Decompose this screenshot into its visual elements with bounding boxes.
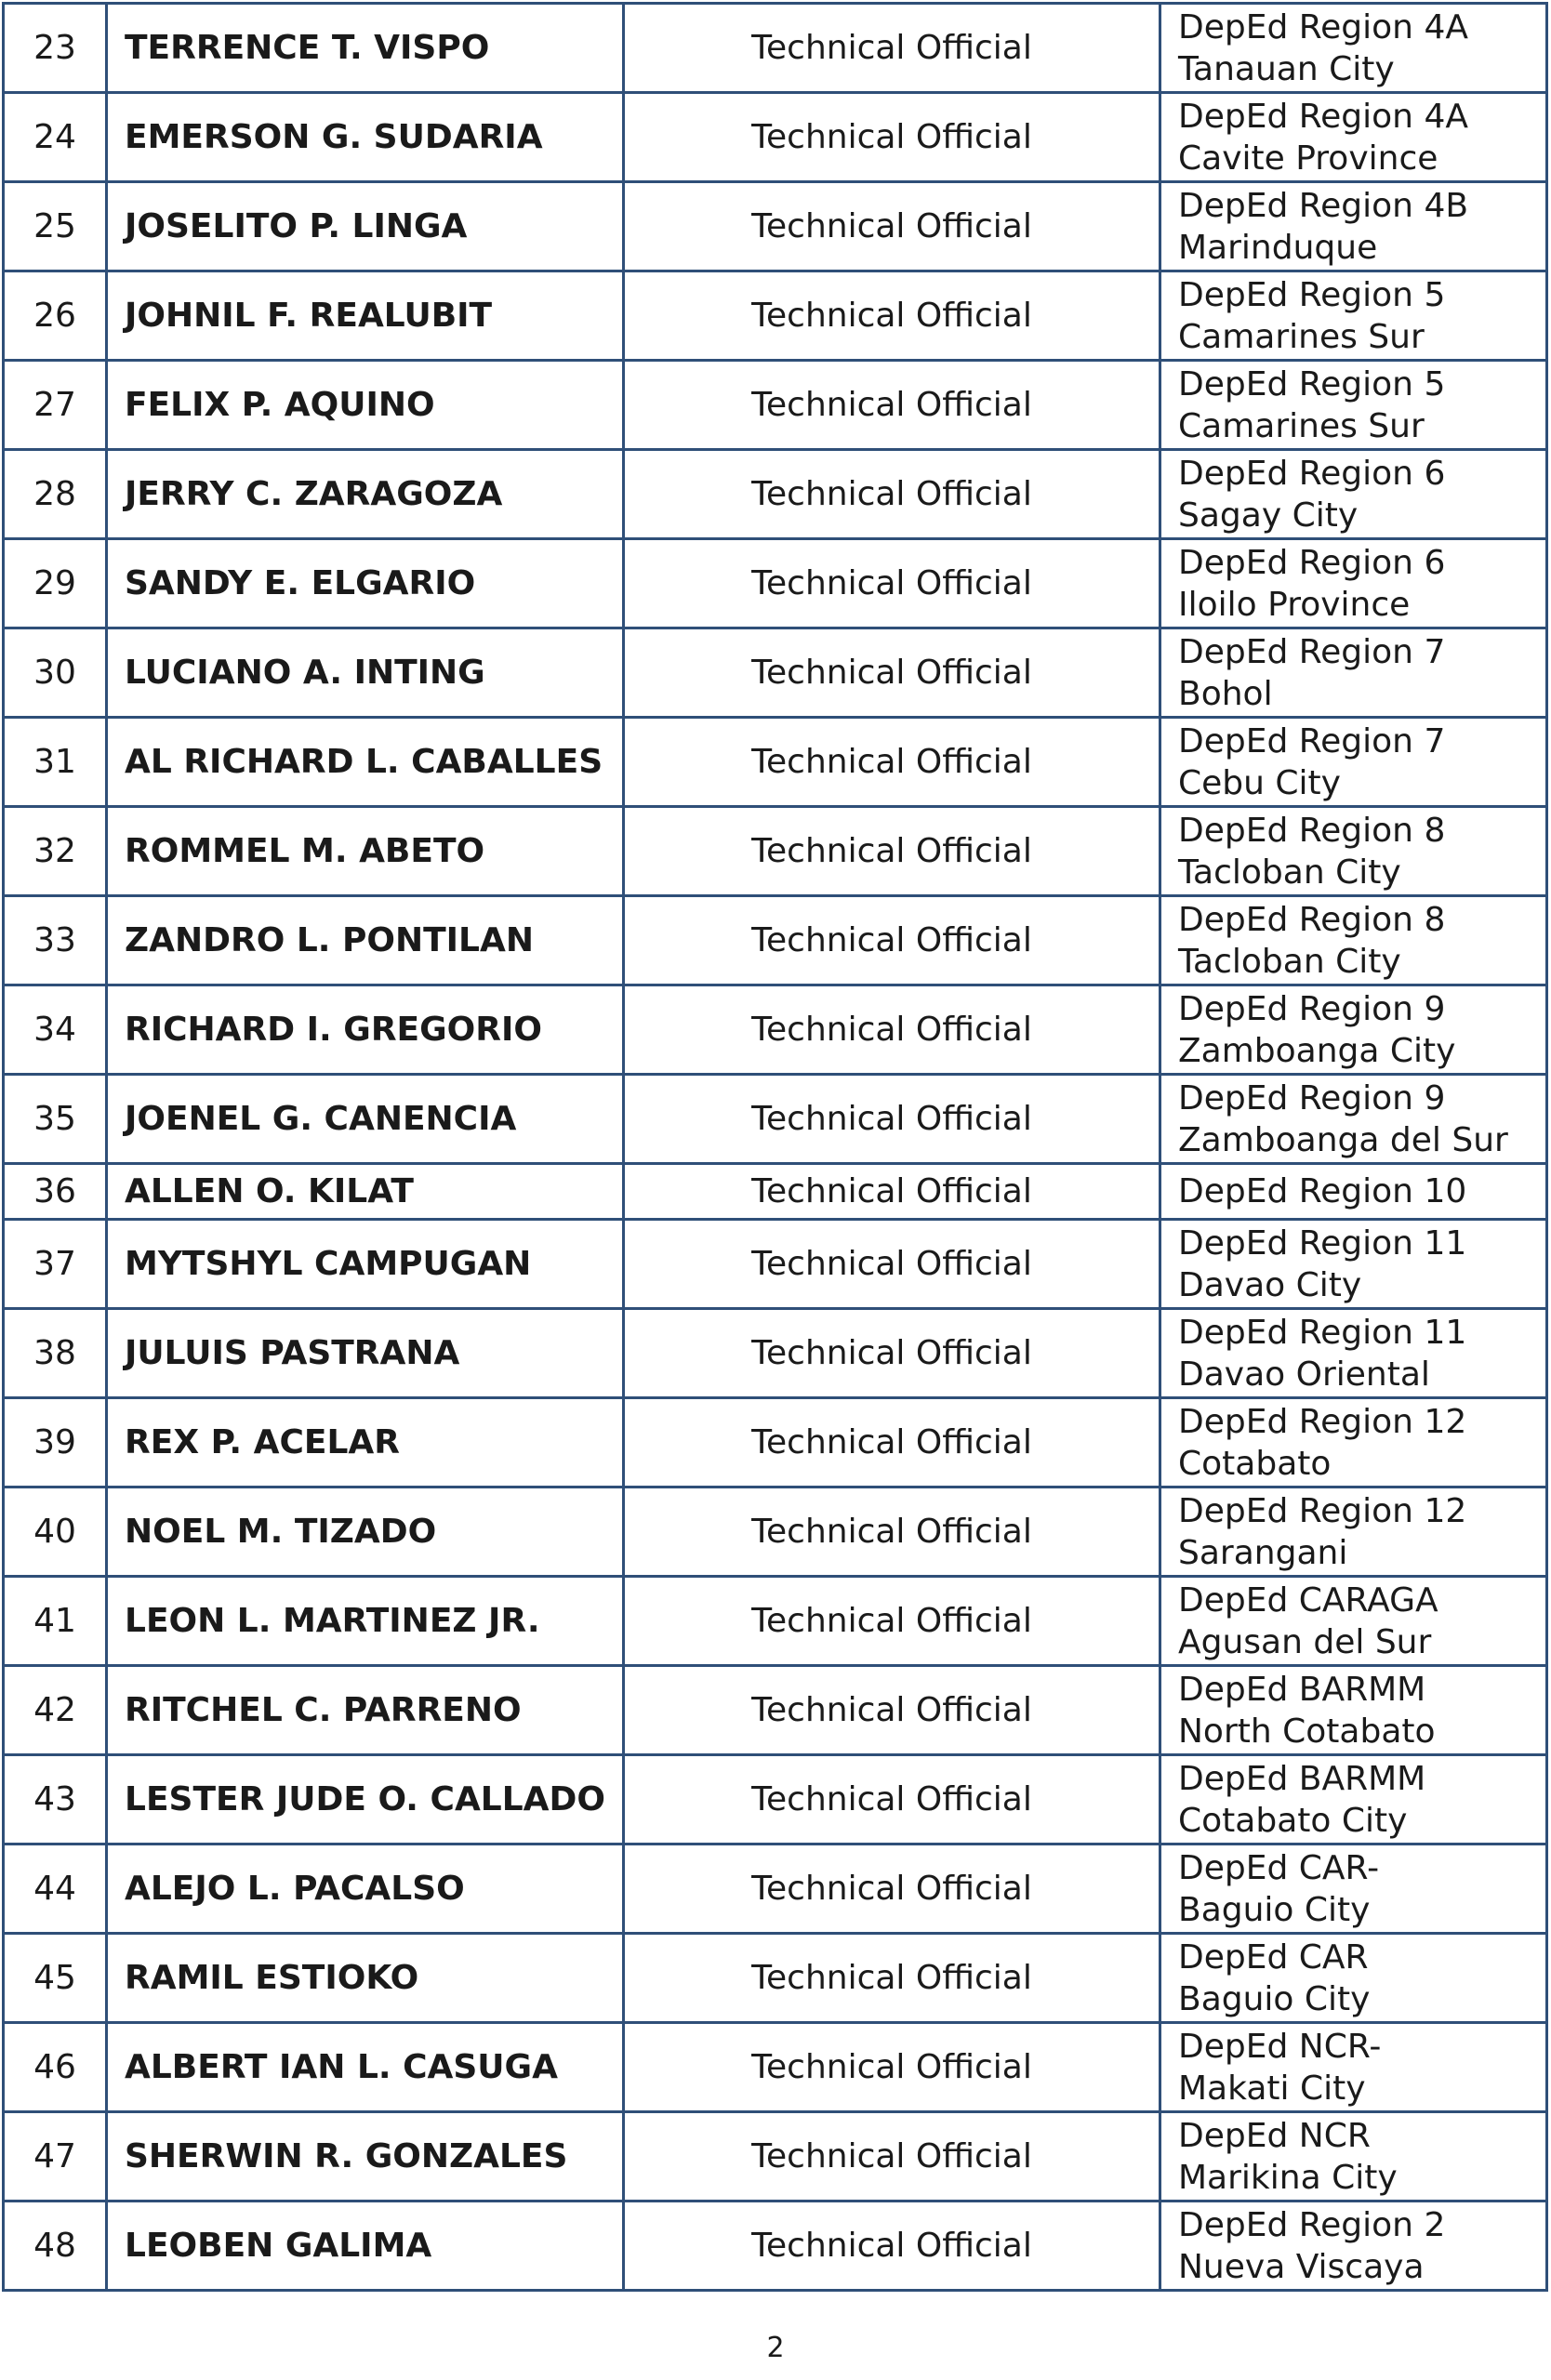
office-line-2: Davao Oriental bbox=[1178, 1355, 1430, 1394]
table-row bbox=[4, 182, 1547, 271]
official-name: RICHARD I. GREGORIO bbox=[107, 985, 624, 1075]
official-position: Technical Official bbox=[624, 539, 1160, 628]
office-line-1: DepEd Region 11 bbox=[1178, 1223, 1467, 1263]
official-name: JOSELITO P. LINGA bbox=[107, 182, 624, 271]
official-office bbox=[1160, 1577, 1547, 1666]
official-name: REX P. ACELAR bbox=[107, 1398, 624, 1488]
official-position: Technical Official bbox=[624, 450, 1160, 539]
office-line-1: DepEd Region 9 bbox=[1178, 989, 1446, 1028]
table-row bbox=[4, 628, 1547, 718]
row-number: 25 bbox=[4, 182, 107, 271]
official-name: SHERWIN R. GONZALES bbox=[107, 2112, 624, 2202]
table-row bbox=[4, 1220, 1547, 1309]
official-name: TERRENCE T. VISPO bbox=[107, 4, 624, 93]
official-office bbox=[1160, 1220, 1547, 1309]
office-line-1: DepEd Region 8 bbox=[1178, 811, 1446, 850]
official-position: Technical Official bbox=[624, 182, 1160, 271]
row-number: 23 bbox=[4, 4, 107, 93]
official-name: JOHNIL F. REALUBIT bbox=[107, 271, 624, 361]
office-line-1: DepEd NCR- bbox=[1178, 2027, 1382, 2066]
office-line-1: DepEd Region 11 bbox=[1178, 1313, 1467, 1352]
official-position: Technical Official bbox=[624, 1755, 1160, 1844]
table-row bbox=[4, 718, 1547, 807]
official-name: AL RICHARD L. CABALLES bbox=[107, 718, 624, 807]
official-office bbox=[1160, 539, 1547, 628]
table-row bbox=[4, 271, 1547, 361]
office-line-2: Makati City bbox=[1178, 2069, 1366, 2108]
official-name: LEOBEN GALIMA bbox=[107, 2202, 624, 2291]
official-name: ALEJO L. PACALSO bbox=[107, 1844, 624, 1934]
office-line-1: DepEd Region 9 bbox=[1178, 1078, 1446, 1117]
office-line-1: DepEd Region 5 bbox=[1178, 275, 1446, 314]
office-line-1: DepEd Region 6 bbox=[1178, 543, 1446, 582]
table-row bbox=[4, 539, 1547, 628]
office-line-1: DepEd BARMM bbox=[1178, 1670, 1426, 1709]
row-number: 44 bbox=[4, 1844, 107, 1934]
table-row bbox=[4, 896, 1547, 985]
office-line-2: Baguio City bbox=[1178, 1979, 1371, 2018]
official-name: ZANDRO L. PONTILAN bbox=[107, 896, 624, 985]
office-line-1: DepEd Region 4A bbox=[1178, 7, 1468, 46]
official-office bbox=[1160, 807, 1547, 896]
row-number: 47 bbox=[4, 2112, 107, 2202]
official-position: Technical Official bbox=[624, 1164, 1160, 1220]
official-office bbox=[1160, 628, 1547, 718]
office-line-1: DepEd Region 7 bbox=[1178, 632, 1446, 671]
official-name: JULUIS PASTRANA bbox=[107, 1309, 624, 1398]
table-row bbox=[4, 985, 1547, 1075]
office-line-1: DepEd CAR bbox=[1178, 1937, 1369, 1977]
row-number: 33 bbox=[4, 896, 107, 985]
row-number: 31 bbox=[4, 718, 107, 807]
office-line-2: Zamboanga del Sur bbox=[1178, 1120, 1508, 1159]
row-number: 48 bbox=[4, 2202, 107, 2291]
table-row bbox=[4, 450, 1547, 539]
office-line-2: Bohol bbox=[1178, 674, 1273, 713]
office-line-2: Zamboanga City bbox=[1178, 1031, 1456, 1070]
official-position: Technical Official bbox=[624, 1398, 1160, 1488]
official-position: Technical Official bbox=[624, 1309, 1160, 1398]
table-row bbox=[4, 807, 1547, 896]
official-name: RITCHEL C. PARRENO bbox=[107, 1666, 624, 1755]
office-line-2: Tacloban City bbox=[1178, 942, 1401, 981]
official-name: LEON L. MARTINEZ JR. bbox=[107, 1577, 624, 1666]
official-office bbox=[1160, 271, 1547, 361]
official-position: Technical Official bbox=[624, 4, 1160, 93]
official-office bbox=[1160, 1398, 1547, 1488]
page-number: 2 bbox=[766, 2332, 785, 2364]
row-number: 36 bbox=[4, 1164, 107, 1220]
office-line-1: DepEd Region 4A bbox=[1178, 97, 1468, 136]
table-body bbox=[4, 4, 1547, 2291]
official-name: ALBERT IAN L. CASUGA bbox=[107, 2023, 624, 2112]
row-number: 24 bbox=[4, 93, 107, 182]
official-position: Technical Official bbox=[624, 1666, 1160, 1755]
row-number: 27 bbox=[4, 361, 107, 450]
official-position: Technical Official bbox=[624, 271, 1160, 361]
row-number: 26 bbox=[4, 271, 107, 361]
official-office bbox=[1160, 2202, 1547, 2291]
official-office bbox=[1160, 1309, 1547, 1398]
table-row bbox=[4, 1075, 1547, 1164]
table-row bbox=[4, 1666, 1547, 1755]
office-line-1: DepEd Region 12 bbox=[1178, 1491, 1467, 1530]
office-line-2: Marikina City bbox=[1178, 2158, 1398, 2197]
office-line-1: DepEd Region 12 bbox=[1178, 1402, 1467, 1441]
office-line-2: Marinduque bbox=[1178, 228, 1378, 267]
official-position: Technical Official bbox=[624, 718, 1160, 807]
official-office bbox=[1160, 1844, 1547, 1934]
table-row bbox=[4, 1844, 1547, 1934]
row-number: 46 bbox=[4, 2023, 107, 2112]
office-line-2: Cavite Province bbox=[1178, 139, 1438, 178]
row-number: 35 bbox=[4, 1075, 107, 1164]
official-office bbox=[1160, 896, 1547, 985]
official-office bbox=[1160, 4, 1547, 93]
official-office bbox=[1160, 450, 1547, 539]
office-line-1: DepEd Region 2 bbox=[1178, 2205, 1446, 2244]
table-row bbox=[4, 1309, 1547, 1398]
row-number: 42 bbox=[4, 1666, 107, 1755]
official-position: Technical Official bbox=[624, 2112, 1160, 2202]
official-position: Technical Official bbox=[624, 1577, 1160, 1666]
office-line-1: DepEd CAR- bbox=[1178, 1848, 1380, 1887]
official-position: Technical Official bbox=[624, 807, 1160, 896]
official-name: JOENEL G. CANENCIA bbox=[107, 1075, 624, 1164]
table-row bbox=[4, 2023, 1547, 2112]
official-office bbox=[1160, 985, 1547, 1075]
official-office bbox=[1160, 718, 1547, 807]
table-row bbox=[4, 93, 1547, 182]
office-line-1: DepEd Region 6 bbox=[1178, 454, 1446, 493]
official-name: SANDY E. ELGARIO bbox=[107, 539, 624, 628]
official-position: Technical Official bbox=[624, 1844, 1160, 1934]
office-line-2: Iloilo Province bbox=[1178, 585, 1411, 624]
table-row bbox=[4, 361, 1547, 450]
official-position: Technical Official bbox=[624, 1220, 1160, 1309]
office-line-2: Tacloban City bbox=[1178, 853, 1401, 892]
table-row bbox=[4, 2202, 1547, 2291]
office-line-2: Sagay City bbox=[1178, 496, 1359, 535]
official-position: Technical Official bbox=[624, 1934, 1160, 2023]
row-number: 43 bbox=[4, 1755, 107, 1844]
official-name: JERRY C. ZARAGOZA bbox=[107, 450, 624, 539]
official-name: FELIX P. AQUINO bbox=[107, 361, 624, 450]
table-row bbox=[4, 1164, 1547, 1220]
official-name: LESTER JUDE O. CALLADO bbox=[107, 1755, 624, 1844]
table-row bbox=[4, 1934, 1547, 2023]
office-line-2: Cebu City bbox=[1178, 763, 1341, 802]
official-office bbox=[1160, 1666, 1547, 1755]
row-number: 34 bbox=[4, 985, 107, 1075]
office-line-2: Cotabato City bbox=[1178, 1801, 1408, 1840]
official-name: NOEL M. TIZADO bbox=[107, 1488, 624, 1577]
official-office bbox=[1160, 2023, 1547, 2112]
official-position: Technical Official bbox=[624, 361, 1160, 450]
table-row bbox=[4, 1398, 1547, 1488]
official-office bbox=[1160, 1488, 1547, 1577]
official-position: Technical Official bbox=[624, 896, 1160, 985]
office-line-1: DepEd Region 5 bbox=[1178, 364, 1446, 403]
official-name: EMERSON G. SUDARIA bbox=[107, 93, 624, 182]
row-number: 41 bbox=[4, 1577, 107, 1666]
official-position: Technical Official bbox=[624, 2202, 1160, 2291]
office-line-2: Tanauan City bbox=[1178, 49, 1395, 88]
office-line-2: Baguio City bbox=[1178, 1890, 1371, 1929]
official-position: Technical Official bbox=[624, 93, 1160, 182]
row-number: 32 bbox=[4, 807, 107, 896]
official-name: RAMIL ESTIOKO bbox=[107, 1934, 624, 2023]
official-office bbox=[1160, 1075, 1547, 1164]
row-number: 45 bbox=[4, 1934, 107, 2023]
office-line-2: Davao City bbox=[1178, 1265, 1362, 1304]
office-line-2: Camarines Sur bbox=[1178, 406, 1425, 445]
official-name: MYTSHYL CAMPUGAN bbox=[107, 1220, 624, 1309]
official-name: ALLEN O. KILAT bbox=[107, 1164, 624, 1220]
row-number: 28 bbox=[4, 450, 107, 539]
official-office bbox=[1160, 361, 1547, 450]
row-number: 38 bbox=[4, 1309, 107, 1398]
office-line-1: DepEd BARMM bbox=[1178, 1759, 1426, 1798]
office-line-1: DepEd Region 4B bbox=[1178, 186, 1469, 225]
official-office bbox=[1160, 1934, 1547, 2023]
official-position: Technical Official bbox=[624, 985, 1160, 1075]
office-line-2: Cotabato bbox=[1178, 1444, 1332, 1483]
office-line-1: DepEd CARAGA bbox=[1178, 1580, 1438, 1620]
row-number: 30 bbox=[4, 628, 107, 718]
office-line-1: DepEd Region 7 bbox=[1178, 721, 1446, 760]
official-name: ROMMEL M. ABETO bbox=[107, 807, 624, 896]
office-line-2: Nueva Viscaya bbox=[1178, 2247, 1425, 2286]
table-row bbox=[4, 1577, 1547, 1666]
official-position: Technical Official bbox=[624, 1075, 1160, 1164]
official-position: Technical Official bbox=[624, 1488, 1160, 1577]
office-line-2: Camarines Sur bbox=[1178, 317, 1425, 356]
table-row bbox=[4, 2112, 1547, 2202]
office-line-2: Sarangani bbox=[1178, 1533, 1348, 1572]
official-office bbox=[1160, 93, 1547, 182]
official-office bbox=[1160, 182, 1547, 271]
official-office bbox=[1160, 2112, 1547, 2202]
table-row bbox=[4, 1755, 1547, 1844]
row-number: 39 bbox=[4, 1398, 107, 1488]
office-line-2: Agusan del Sur bbox=[1178, 1622, 1432, 1661]
row-number: 40 bbox=[4, 1488, 107, 1577]
row-number: 37 bbox=[4, 1220, 107, 1309]
table-row bbox=[4, 4, 1547, 93]
table-row bbox=[4, 1488, 1547, 1577]
row-number: 29 bbox=[4, 539, 107, 628]
officials-table bbox=[2, 2, 1548, 2292]
official-position: Technical Official bbox=[624, 628, 1160, 718]
official-office bbox=[1160, 1164, 1547, 1220]
official-position: Technical Official bbox=[624, 2023, 1160, 2112]
office-line-1: DepEd Region 10 bbox=[1178, 1172, 1467, 1210]
official-name: LUCIANO A. INTING bbox=[107, 628, 624, 718]
office-line-1: DepEd Region 8 bbox=[1178, 900, 1446, 939]
official-office bbox=[1160, 1755, 1547, 1844]
office-line-1: DepEd NCR bbox=[1178, 2116, 1371, 2155]
office-line-2: North Cotabato bbox=[1178, 1712, 1436, 1751]
